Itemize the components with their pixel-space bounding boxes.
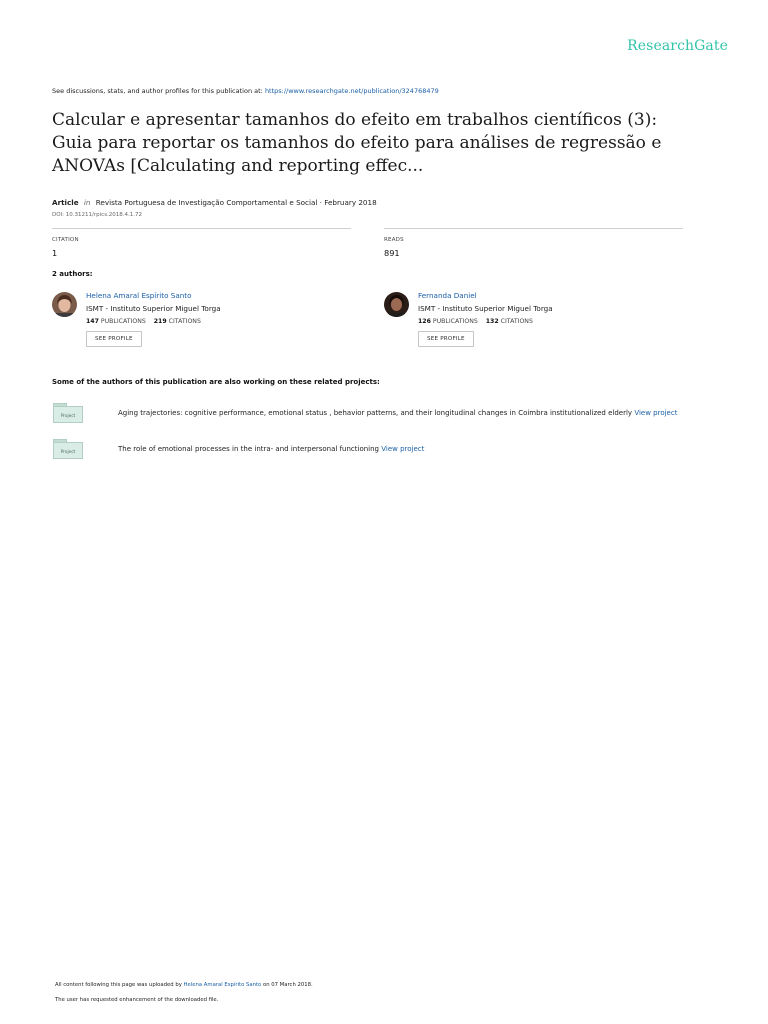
uploaded-prefix: All content following this page was uploaded by bbox=[55, 982, 184, 988]
citations-label: CITATIONS bbox=[500, 318, 533, 325]
citations-count: 132 bbox=[485, 318, 499, 325]
discussions-prefix: See discussions, stats, and author profiles for this publication at: bbox=[52, 87, 265, 95]
author-stats bbox=[418, 318, 553, 325]
avatar[interactable] bbox=[52, 292, 77, 317]
citation-label: CITATION bbox=[52, 237, 79, 243]
publications-count: 126 bbox=[418, 318, 431, 325]
related-project-item bbox=[52, 403, 732, 427]
author-name-link[interactable]: Helena Amaral Espírito Santo bbox=[86, 291, 192, 300]
publications-count: 147 bbox=[86, 318, 99, 325]
author-card bbox=[384, 291, 674, 355]
related-projects-heading: Some of the authors of this publication are also working on these related projects: bbox=[52, 378, 380, 386]
uploader-link[interactable]: Helena Amaral Espírito Santo bbox=[183, 982, 262, 988]
doi-text: DOI: 10.31211/rpics.2018.4.1.72 bbox=[52, 212, 143, 218]
project-title: Aging trajectories: cognitive performance, emotional status , behavior patterns, and their longitudinal changes in Coimbra institutionalized elderly bbox=[118, 409, 633, 417]
view-project-link[interactable]: View project bbox=[634, 409, 678, 417]
related-project-item bbox=[52, 439, 732, 463]
project-description bbox=[118, 445, 424, 453]
reads-label: READS bbox=[384, 237, 404, 243]
publication-title: Calcular e apresentar tamanhos do efeito em trabalhos científicos (3): Guia para reportar os tamanhos do efeito para análises de regressão e ANOVAs [Calculating and reporting effec... bbox=[52, 110, 662, 176]
project-folder-icon[interactable] bbox=[53, 403, 83, 423]
avatar[interactable] bbox=[384, 292, 409, 317]
uploaded-by-note bbox=[55, 982, 313, 988]
citations-count: 219 bbox=[153, 318, 167, 325]
in-word: in bbox=[83, 198, 91, 207]
uploaded-suffix: on 07 March 2018. bbox=[261, 982, 313, 988]
reads-stat bbox=[384, 228, 683, 258]
project-title: The role of emotional processes in the intra- and interpersonal functioning bbox=[118, 445, 379, 453]
citation-value: 1 bbox=[52, 248, 58, 258]
authors-heading: 2 authors: bbox=[52, 270, 93, 278]
project-icon-label: Project bbox=[53, 442, 83, 459]
enhancement-note: The user has requested enhancement of the downloaded file. bbox=[55, 997, 219, 1003]
project-icon-label: Project bbox=[53, 406, 83, 423]
author-institution[interactable]: ISMT - Instituto Superior Miguel Torga bbox=[418, 304, 553, 313]
project-folder-icon[interactable] bbox=[53, 439, 83, 459]
see-profile-button[interactable]: SEE PROFILE bbox=[86, 331, 142, 347]
reads-value: 891 bbox=[384, 248, 400, 258]
author-stats bbox=[86, 318, 221, 325]
citations-label: CITATIONS bbox=[168, 318, 201, 325]
author-institution[interactable]: ISMT - Instituto Superior Miguel Torga bbox=[86, 304, 221, 313]
discussions-line bbox=[52, 87, 439, 95]
publications-label: PUBLICATIONS bbox=[100, 318, 146, 325]
researchgate-logo[interactable]: ResearchGate bbox=[627, 38, 728, 54]
citation-stat bbox=[52, 228, 351, 258]
view-project-link[interactable]: View project bbox=[381, 445, 425, 453]
publication-url-link[interactable]: https://www.researchgate.net/publication/324768479 bbox=[264, 87, 439, 95]
publication-type: Article bbox=[52, 198, 79, 207]
publications-label: PUBLICATIONS bbox=[432, 318, 478, 325]
journal-and-date[interactable]: Revista Portuguesa de Investigação Comportamental e Social · February 2018 bbox=[95, 198, 377, 207]
author-card bbox=[52, 291, 342, 355]
project-description bbox=[118, 409, 677, 417]
see-profile-button[interactable]: SEE PROFILE bbox=[418, 331, 474, 347]
publication-meta bbox=[52, 198, 377, 207]
author-name-link[interactable]: Fernanda Daniel bbox=[418, 291, 477, 300]
